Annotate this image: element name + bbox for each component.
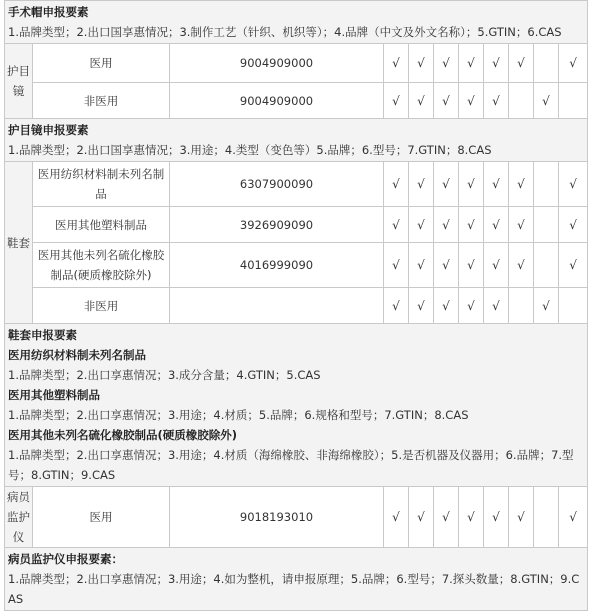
check-cell: √ [459,243,484,288]
declaration-table [4,0,588,611]
check-cell: √ [509,243,534,288]
shoe-covers-section-text: 1.品牌类型；2.出口享惠情况；3.成分含量；4.GTIN；5.CAS [8,368,321,382]
shoe-cover-row-code [170,288,384,324]
goggles-row-code: 9004909000 [170,83,384,119]
shoe-cover-row-code: 3926909090 [170,207,384,243]
check-cell: √ [409,243,434,288]
goggles-note-title: 护目镜申报要素 [8,123,89,137]
shoe-cover-row [5,207,588,243]
check-cell: √ [434,243,459,288]
check-cell [559,83,588,119]
goggles-note [5,119,588,162]
monitor-category: 病员监护仪 [5,487,33,548]
surgical-cap-title: 手术帽申报要素 [8,5,89,19]
monitor-note [5,548,588,611]
check-cell: √ [384,487,409,548]
goggles-row [5,44,588,83]
goggles-row [5,83,588,119]
check-cell: √ [459,487,484,548]
check-cell: √ [509,44,534,83]
check-cell: √ [434,162,459,207]
monitor-note-text: 1.品牌类型；2.出口享惠情况；3.用途；4.如为整机，请申报原理；5.品牌；6.型号；7.探头数量；8.GTIN；9.CAS [8,572,580,606]
monitor-row [5,487,588,548]
check-cell: √ [484,44,509,83]
check-cell: √ [434,288,459,324]
shoe-covers-section-text: 1.品牌类型；2.出口享惠情况；3.用途；4.材质（海绵橡胶、非海绵橡胶）；5.是否机器及仪器用；6.品牌；7.型号；8.GTIN；9.CAS [8,448,574,482]
check-cell: √ [484,243,509,288]
check-cell: √ [534,83,559,119]
check-cell: √ [559,487,588,548]
check-cell [509,288,534,324]
shoe-covers-section-heading: 医用其他未列名硫化橡胶制品(硬质橡胶除外) [8,428,238,442]
check-cell [559,288,588,324]
surgical-cap-note [5,1,588,44]
shoe-cover-row-name: 医用其他塑料制品 [33,207,170,243]
goggles-row-code: 9004909000 [170,44,384,83]
shoe-cover-row [5,288,588,324]
check-cell: √ [409,162,434,207]
check-cell [509,83,534,119]
monitor-row-name: 医用 [33,487,170,548]
check-cell: √ [534,288,559,324]
shoe-covers-note [5,324,588,487]
check-cell [534,487,559,548]
shoe-cover-row-name: 非医用 [33,288,170,324]
check-cell: √ [384,44,409,83]
check-cell [534,243,559,288]
check-cell: √ [559,243,588,288]
check-cell: √ [409,487,434,548]
check-cell: √ [384,162,409,207]
check-cell: √ [509,207,534,243]
shoe-cover-row [5,162,588,207]
shoe-covers-section-text: 1.品牌类型；2.出口享惠情况；3.用途；4.材质；5.品牌；6.规格和型号；7.GTIN；8.CAS [8,408,469,422]
check-cell: √ [509,487,534,548]
check-cell: √ [384,83,409,119]
shoe-cover-row-name: 医用纺织材料制未列名制品 [33,162,170,207]
shoe-covers-section-heading: 医用纺织材料制未列名制品 [8,348,146,362]
shoe-covers-note-title: 鞋套申报要素 [8,328,77,342]
check-cell: √ [484,162,509,207]
check-cell: √ [409,83,434,119]
check-cell: √ [459,207,484,243]
check-cell: √ [384,288,409,324]
check-cell: √ [384,243,409,288]
check-cell: √ [409,288,434,324]
goggles-row-name: 医用 [33,44,170,83]
check-cell: √ [459,44,484,83]
check-cell: √ [484,207,509,243]
check-cell: √ [559,44,588,83]
shoe-cover-row [5,243,588,288]
check-cell [534,44,559,83]
check-cell: √ [434,83,459,119]
shoe-covers-category: 鞋套 [5,162,33,324]
shoe-cover-row-code: 4016999090 [170,243,384,288]
goggles-row-name: 非医用 [33,83,170,119]
check-cell: √ [509,162,534,207]
goggles-note-text: 1.品牌类型；2.出口国享惠情况；3.用途；4.类型（变色等）5.品牌；6.型号；7.GTIN；8.CAS [8,143,492,157]
check-cell: √ [559,162,588,207]
check-cell: √ [459,288,484,324]
monitor-row-code: 9018193010 [170,487,384,548]
check-cell [534,207,559,243]
check-cell: √ [459,162,484,207]
shoe-covers-section-heading: 医用其他塑料制品 [8,388,100,402]
shoe-cover-row-name: 医用其他未列名硫化橡胶制品(硬质橡胶除外) [33,243,170,288]
goggles-category: 护目镜 [5,44,33,119]
check-cell: √ [459,83,484,119]
monitor-note-title: 病员监护仪申报要素： [8,552,123,566]
check-cell: √ [434,487,459,548]
surgical-cap-text: 1.品牌类型；2.出口国享惠情况；3.制作工艺（针织、机织等）；4.品牌（中文及外文名称）；5.GTIN；6.CAS [8,25,562,39]
check-cell: √ [384,207,409,243]
check-cell: √ [559,207,588,243]
check-cell: √ [484,83,509,119]
check-cell: √ [434,207,459,243]
check-cell [534,162,559,207]
check-cell: √ [409,207,434,243]
check-cell: √ [434,44,459,83]
check-cell: √ [484,288,509,324]
check-cell: √ [409,44,434,83]
check-cell: √ [484,487,509,548]
shoe-cover-row-code: 6307900090 [170,162,384,207]
